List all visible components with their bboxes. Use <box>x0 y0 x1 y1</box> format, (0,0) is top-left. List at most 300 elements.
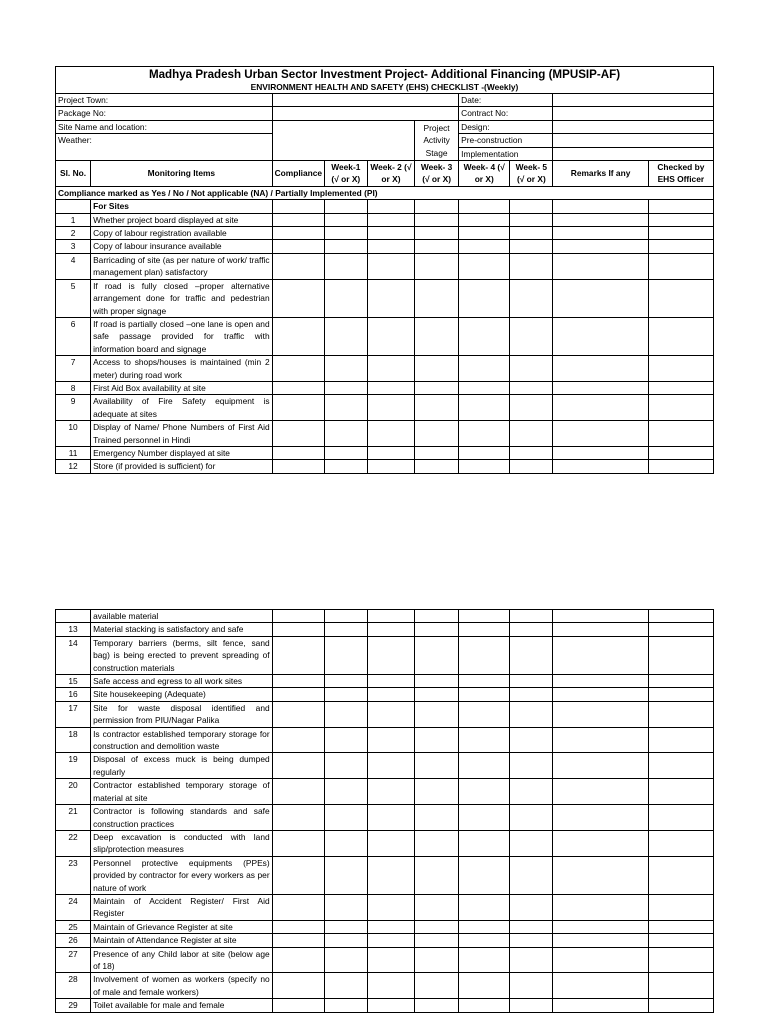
compliance-cell[interactable] <box>272 623 324 636</box>
col-header-week3: Week- 3 (√ or X) <box>415 161 459 187</box>
monitoring-item-text: Store (if provided is sufficient) for <box>91 460 273 473</box>
checked-by-cell[interactable] <box>648 240 713 253</box>
implementation-field[interactable] <box>553 147 714 160</box>
compliance-cell[interactable] <box>272 973 324 999</box>
week5-cell[interactable] <box>510 894 553 920</box>
week3-cell[interactable] <box>415 856 459 894</box>
week5-cell[interactable] <box>510 253 553 279</box>
week3-cell[interactable] <box>415 356 459 382</box>
compliance-cell[interactable] <box>272 356 324 382</box>
week4-cell[interactable] <box>459 227 510 240</box>
checked-by-cell[interactable] <box>648 779 713 805</box>
item-number: 2 <box>56 227 91 240</box>
week1-cell[interactable] <box>324 999 367 1012</box>
monitoring-item-text: Maintain of Grievance Register at site <box>91 920 273 933</box>
week2-cell[interactable] <box>367 999 414 1012</box>
checked-by-cell[interactable] <box>648 856 713 894</box>
week4-cell[interactable] <box>459 446 510 459</box>
week2-cell[interactable] <box>367 213 414 226</box>
week1-cell[interactable] <box>324 636 367 674</box>
compliance-cell[interactable] <box>272 460 324 473</box>
week2-cell[interactable] <box>367 675 414 688</box>
checked-by-cell[interactable] <box>648 701 713 727</box>
compliance-cell[interactable] <box>272 999 324 1012</box>
compliance-cell[interactable] <box>272 381 324 394</box>
week5-cell[interactable] <box>510 279 553 317</box>
week4-cell[interactable] <box>459 701 510 727</box>
week3-cell[interactable] <box>415 947 459 973</box>
week5-cell[interactable] <box>510 830 553 856</box>
remarks-cell[interactable] <box>553 446 648 459</box>
week2-cell[interactable] <box>367 701 414 727</box>
table-row <box>56 701 714 727</box>
week4-cell[interactable] <box>459 934 510 947</box>
item-number: 26 <box>56 934 91 947</box>
remarks-cell[interactable] <box>553 779 648 805</box>
week5-cell[interactable] <box>510 688 553 701</box>
week2-cell[interactable] <box>367 227 414 240</box>
week3-cell[interactable] <box>415 920 459 933</box>
week2-cell[interactable] <box>367 636 414 674</box>
week1-cell[interactable] <box>324 227 367 240</box>
week4-cell[interactable] <box>459 253 510 279</box>
week2-cell[interactable] <box>367 421 414 447</box>
monitoring-item-text: Contractor established temporary storage of material at site <box>91 779 273 805</box>
week4-cell[interactable] <box>459 805 510 831</box>
compliance-cell[interactable] <box>272 753 324 779</box>
week4-cell[interactable] <box>459 973 510 999</box>
week5-cell[interactable] <box>510 213 553 226</box>
remarks-cell[interactable] <box>553 727 648 753</box>
checked-by-cell[interactable] <box>648 920 713 933</box>
checked-by-cell[interactable] <box>648 213 713 226</box>
table-row <box>56 421 714 447</box>
week3-cell[interactable] <box>415 779 459 805</box>
item-number: 23 <box>56 856 91 894</box>
col-header-monitoring-items: Monitoring Items <box>91 161 273 187</box>
week5-cell[interactable] <box>510 947 553 973</box>
week5-cell[interactable] <box>510 856 553 894</box>
week1-cell[interactable] <box>324 805 367 831</box>
remarks-cell[interactable] <box>553 701 648 727</box>
design-field[interactable] <box>553 120 714 133</box>
package-no-field[interactable] <box>272 107 459 120</box>
checked-by-cell[interactable] <box>648 636 713 674</box>
table-row <box>56 317 714 355</box>
checked-by-cell[interactable] <box>648 317 713 355</box>
week1-cell[interactable] <box>324 779 367 805</box>
week2-cell[interactable] <box>367 920 414 933</box>
week3-cell[interactable] <box>415 701 459 727</box>
document-title: Madhya Pradesh Urban Sector Investment Project- Additional Financing (MPUSIP-AF) <box>148 68 621 81</box>
monitoring-item-text: Deep excavation is conducted with land slip/protection measures <box>91 830 273 856</box>
continuation-text: available material <box>91 610 273 623</box>
week2-cell[interactable] <box>367 934 414 947</box>
remarks-cell[interactable] <box>553 636 648 674</box>
table-row <box>56 636 714 674</box>
week2-cell[interactable] <box>367 894 414 920</box>
checked-by-cell[interactable] <box>648 623 713 636</box>
week1-cell[interactable] <box>324 446 367 459</box>
monitoring-item-text: Availability of Fire Safety equipment is adequate at sites <box>91 395 273 421</box>
week1-cell[interactable] <box>324 894 367 920</box>
compliance-cell[interactable] <box>272 830 324 856</box>
week5-cell[interactable] <box>510 381 553 394</box>
compliance-cell[interactable] <box>272 727 324 753</box>
week3-cell[interactable] <box>415 227 459 240</box>
week4-cell[interactable] <box>459 356 510 382</box>
week2-cell[interactable] <box>367 381 414 394</box>
week5-cell[interactable] <box>510 623 553 636</box>
week4-cell[interactable] <box>459 779 510 805</box>
compliance-cell[interactable] <box>272 675 324 688</box>
compliance-cell[interactable] <box>272 395 324 421</box>
week2-cell[interactable] <box>367 279 414 317</box>
week1-cell[interactable] <box>324 381 367 394</box>
remarks-cell[interactable] <box>553 421 648 447</box>
week2-cell[interactable] <box>367 779 414 805</box>
checked-by-cell[interactable] <box>648 253 713 279</box>
week1-cell[interactable] <box>324 317 367 355</box>
week5-cell[interactable] <box>510 753 553 779</box>
checked-by-cell[interactable] <box>648 688 713 701</box>
remarks-cell[interactable] <box>553 240 648 253</box>
checked-by-cell[interactable] <box>648 727 713 753</box>
table-row <box>56 240 714 253</box>
table-row <box>56 947 714 973</box>
checked-by-cell[interactable] <box>648 973 713 999</box>
table-row <box>56 805 714 831</box>
monitoring-item-text: Emergency Number displayed at site <box>91 446 273 459</box>
week1-cell[interactable] <box>324 623 367 636</box>
table-row <box>56 395 714 421</box>
site-name-field[interactable] <box>272 120 414 160</box>
item-number: 20 <box>56 779 91 805</box>
checked-by-cell[interactable] <box>648 381 713 394</box>
checked-by-cell[interactable] <box>648 999 713 1012</box>
checked-by-cell[interactable] <box>648 894 713 920</box>
compliance-cell[interactable] <box>272 805 324 831</box>
item-number: 5 <box>56 279 91 317</box>
week4-cell[interactable] <box>459 213 510 226</box>
monitoring-item-text: Involvement of women as workers (specify no of male and female workers) <box>91 973 273 999</box>
week4-cell[interactable] <box>459 279 510 317</box>
week1-cell[interactable] <box>324 973 367 999</box>
week4-cell[interactable] <box>459 894 510 920</box>
checked-by-cell[interactable] <box>648 805 713 831</box>
week1-cell[interactable] <box>324 675 367 688</box>
monitoring-item-text: Disposal of excess muck is being dumped regularly <box>91 753 273 779</box>
week5-cell[interactable] <box>510 701 553 727</box>
remarks-cell[interactable] <box>553 805 648 831</box>
table-row <box>56 460 714 473</box>
remarks-cell[interactable] <box>553 753 648 779</box>
week4-cell[interactable] <box>459 830 510 856</box>
week1-cell[interactable] <box>324 240 367 253</box>
week1-cell[interactable] <box>324 701 367 727</box>
week4-cell[interactable] <box>459 999 510 1012</box>
monitoring-item-text: Display of Name/ Phone Numbers of First Aid Trained personnel in Hindi <box>91 421 273 447</box>
section-blank-cell <box>56 200 91 213</box>
week1-cell[interactable] <box>324 947 367 973</box>
week3-cell[interactable] <box>415 253 459 279</box>
compliance-cell[interactable] <box>272 279 324 317</box>
checked-by-cell[interactable] <box>648 947 713 973</box>
week4-cell[interactable] <box>459 920 510 933</box>
week2-cell[interactable] <box>367 395 414 421</box>
week3-cell[interactable] <box>415 279 459 317</box>
week1-cell[interactable] <box>324 727 367 753</box>
week5-cell[interactable] <box>510 973 553 999</box>
checked-by-cell[interactable] <box>648 753 713 779</box>
checked-by-cell[interactable] <box>648 227 713 240</box>
compliance-cell[interactable] <box>272 240 324 253</box>
remarks-cell[interactable] <box>553 253 648 279</box>
document-header <box>56 67 714 94</box>
compliance-cell[interactable] <box>272 920 324 933</box>
week4-cell[interactable] <box>459 947 510 973</box>
monitoring-item-text: Toilet available for male and female <box>91 999 273 1012</box>
remarks-cell[interactable] <box>553 688 648 701</box>
week4-cell[interactable] <box>459 460 510 473</box>
item-number: 4 <box>56 253 91 279</box>
week5-cell[interactable] <box>510 421 553 447</box>
week2-cell[interactable] <box>367 253 414 279</box>
compliance-cell[interactable] <box>272 688 324 701</box>
week2-cell[interactable] <box>367 753 414 779</box>
week4-cell[interactable] <box>459 688 510 701</box>
compliance-cell[interactable] <box>272 213 324 226</box>
remarks-cell[interactable] <box>553 395 648 421</box>
date-field[interactable] <box>553 94 714 107</box>
checked-by-cell[interactable] <box>648 446 713 459</box>
pre-construction-field[interactable] <box>553 134 714 147</box>
checked-by-cell[interactable] <box>648 356 713 382</box>
week3-cell[interactable] <box>415 317 459 355</box>
week5-cell[interactable] <box>510 727 553 753</box>
week4-cell[interactable] <box>459 675 510 688</box>
week3-cell[interactable] <box>415 446 459 459</box>
week3-cell[interactable] <box>415 240 459 253</box>
week4-cell[interactable] <box>459 395 510 421</box>
week1-cell[interactable] <box>324 253 367 279</box>
week1-cell[interactable] <box>324 279 367 317</box>
checked-by-cell[interactable] <box>648 279 713 317</box>
monitoring-item-text: Maintain of Attendance Register at site <box>91 934 273 947</box>
checked-by-cell[interactable] <box>648 934 713 947</box>
week4-cell[interactable] <box>459 727 510 753</box>
week3-cell[interactable] <box>415 675 459 688</box>
item-number: 6 <box>56 317 91 355</box>
week3-cell[interactable] <box>415 213 459 226</box>
week2-cell[interactable] <box>367 240 414 253</box>
week5-cell[interactable] <box>510 460 553 473</box>
remarks-cell[interactable] <box>553 317 648 355</box>
week1-cell[interactable] <box>324 920 367 933</box>
remarks-cell[interactable] <box>553 460 648 473</box>
monitoring-item-text: Safe access and egress to all work sites <box>91 675 273 688</box>
week1-cell[interactable] <box>324 213 367 226</box>
compliance-cell[interactable] <box>272 636 324 674</box>
col-header-week2: Week- 2 (√ or X) <box>367 161 414 187</box>
week3-cell[interactable] <box>415 636 459 674</box>
compliance-cell[interactable] <box>272 701 324 727</box>
week5-cell[interactable] <box>510 675 553 688</box>
week2-cell[interactable] <box>367 460 414 473</box>
week5-cell[interactable] <box>510 227 553 240</box>
week1-cell[interactable] <box>324 421 367 447</box>
checked-by-cell[interactable] <box>648 421 713 447</box>
remarks-cell[interactable] <box>553 947 648 973</box>
remarks-cell[interactable] <box>553 934 648 947</box>
week5-cell[interactable] <box>510 999 553 1012</box>
week5-cell[interactable] <box>510 636 553 674</box>
week2-cell[interactable] <box>367 688 414 701</box>
week4-cell[interactable] <box>459 317 510 355</box>
remarks-cell[interactable] <box>553 623 648 636</box>
monitoring-item-text: Copy of labour registration available <box>91 227 273 240</box>
compliance-cell[interactable] <box>272 779 324 805</box>
week5-cell[interactable] <box>510 356 553 382</box>
compliance-cell[interactable] <box>272 227 324 240</box>
item-number: 3 <box>56 240 91 253</box>
week2-cell[interactable] <box>367 973 414 999</box>
item-number: 25 <box>56 920 91 933</box>
remarks-cell[interactable] <box>553 894 648 920</box>
week1-cell[interactable] <box>324 356 367 382</box>
compliance-cell[interactable] <box>272 934 324 947</box>
compliance-cell[interactable] <box>272 856 324 894</box>
checked-by-cell[interactable] <box>648 460 713 473</box>
project-activity-stage-label: Project Activity Stage <box>415 120 459 160</box>
week1-cell[interactable] <box>324 856 367 894</box>
compliance-cell[interactable] <box>272 894 324 920</box>
remarks-cell[interactable] <box>553 227 648 240</box>
table-row <box>56 381 714 394</box>
checked-by-cell[interactable] <box>648 675 713 688</box>
week3-cell[interactable] <box>415 688 459 701</box>
remarks-cell[interactable] <box>553 675 648 688</box>
week4-cell[interactable] <box>459 240 510 253</box>
week1-cell[interactable] <box>324 688 367 701</box>
week4-cell[interactable] <box>459 636 510 674</box>
item-number: 28 <box>56 973 91 999</box>
week2-cell[interactable] <box>367 856 414 894</box>
col-header-sl-no: Sl. No. <box>56 161 91 187</box>
remarks-cell[interactable] <box>553 999 648 1012</box>
week3-cell[interactable] <box>415 421 459 447</box>
table-row <box>56 779 714 805</box>
week4-cell[interactable] <box>459 381 510 394</box>
remarks-cell[interactable] <box>553 356 648 382</box>
remarks-cell[interactable] <box>553 279 648 317</box>
week5-cell[interactable] <box>510 779 553 805</box>
week3-cell[interactable] <box>415 381 459 394</box>
week5-cell[interactable] <box>510 317 553 355</box>
week2-cell[interactable] <box>367 623 414 636</box>
week1-cell[interactable] <box>324 934 367 947</box>
site-name-label: Site Name and location: <box>56 120 273 133</box>
monitoring-item-text: Maintain of Accident Register/ First Aid Register <box>91 894 273 920</box>
project-town-field[interactable] <box>272 94 459 107</box>
week1-cell[interactable] <box>324 830 367 856</box>
week2-cell[interactable] <box>367 727 414 753</box>
week3-cell[interactable] <box>415 460 459 473</box>
col-header-checked-by: Checked by EHS Officer <box>648 161 713 187</box>
table-row <box>56 623 714 636</box>
remarks-cell[interactable] <box>553 381 648 394</box>
week4-cell[interactable] <box>459 421 510 447</box>
contract-no-field[interactable] <box>553 107 714 120</box>
week4-cell[interactable] <box>459 753 510 779</box>
monitoring-item-text: Contractor is following standards and safe construction practices <box>91 805 273 831</box>
week4-cell[interactable] <box>459 623 510 636</box>
week5-cell[interactable] <box>510 805 553 831</box>
compliance-cell[interactable] <box>272 421 324 447</box>
week5-cell[interactable] <box>510 240 553 253</box>
table-row <box>56 934 714 947</box>
remarks-cell[interactable] <box>553 856 648 894</box>
compliance-cell[interactable] <box>272 317 324 355</box>
week5-cell[interactable] <box>510 920 553 933</box>
week5-cell[interactable] <box>510 395 553 421</box>
table-row <box>56 753 714 779</box>
item-number: 19 <box>56 753 91 779</box>
compliance-cell[interactable] <box>272 947 324 973</box>
week5-cell[interactable] <box>510 934 553 947</box>
week1-cell[interactable] <box>324 753 367 779</box>
checked-by-cell[interactable] <box>648 830 713 856</box>
week2-cell[interactable] <box>367 317 414 355</box>
monitoring-item-text: Whether project board displayed at site <box>91 213 273 226</box>
week3-cell[interactable] <box>415 753 459 779</box>
week3-cell[interactable] <box>415 999 459 1012</box>
week3-cell[interactable] <box>415 623 459 636</box>
table-row <box>56 446 714 459</box>
week2-cell[interactable] <box>367 947 414 973</box>
item-number: 15 <box>56 675 91 688</box>
compliance-cell[interactable] <box>272 253 324 279</box>
week2-cell[interactable] <box>367 446 414 459</box>
week2-cell[interactable] <box>367 830 414 856</box>
compliance-cell[interactable] <box>272 446 324 459</box>
week2-cell[interactable] <box>367 356 414 382</box>
week3-cell[interactable] <box>415 395 459 421</box>
remarks-cell[interactable] <box>553 213 648 226</box>
remarks-cell[interactable] <box>553 973 648 999</box>
week3-cell[interactable] <box>415 830 459 856</box>
week2-cell[interactable] <box>367 805 414 831</box>
week3-cell[interactable] <box>415 805 459 831</box>
monitoring-item-text: Is contractor established temporary storage for construction and demolition waste <box>91 727 273 753</box>
week4-cell[interactable] <box>459 856 510 894</box>
week3-cell[interactable] <box>415 973 459 999</box>
week1-cell[interactable] <box>324 460 367 473</box>
week3-cell[interactable] <box>415 727 459 753</box>
date-label: Date: <box>459 94 553 107</box>
remarks-cell[interactable] <box>553 830 648 856</box>
ehs-checklist-table-page2 <box>55 609 714 1013</box>
monitoring-item-text: Material stacking is satisfactory and safe <box>91 623 273 636</box>
item-number: 13 <box>56 623 91 636</box>
remarks-cell[interactable] <box>553 920 648 933</box>
item-number: 29 <box>56 999 91 1012</box>
week5-cell[interactable] <box>510 446 553 459</box>
week1-cell[interactable] <box>324 395 367 421</box>
week3-cell[interactable] <box>415 894 459 920</box>
checked-by-cell[interactable] <box>648 395 713 421</box>
week3-cell[interactable] <box>415 934 459 947</box>
